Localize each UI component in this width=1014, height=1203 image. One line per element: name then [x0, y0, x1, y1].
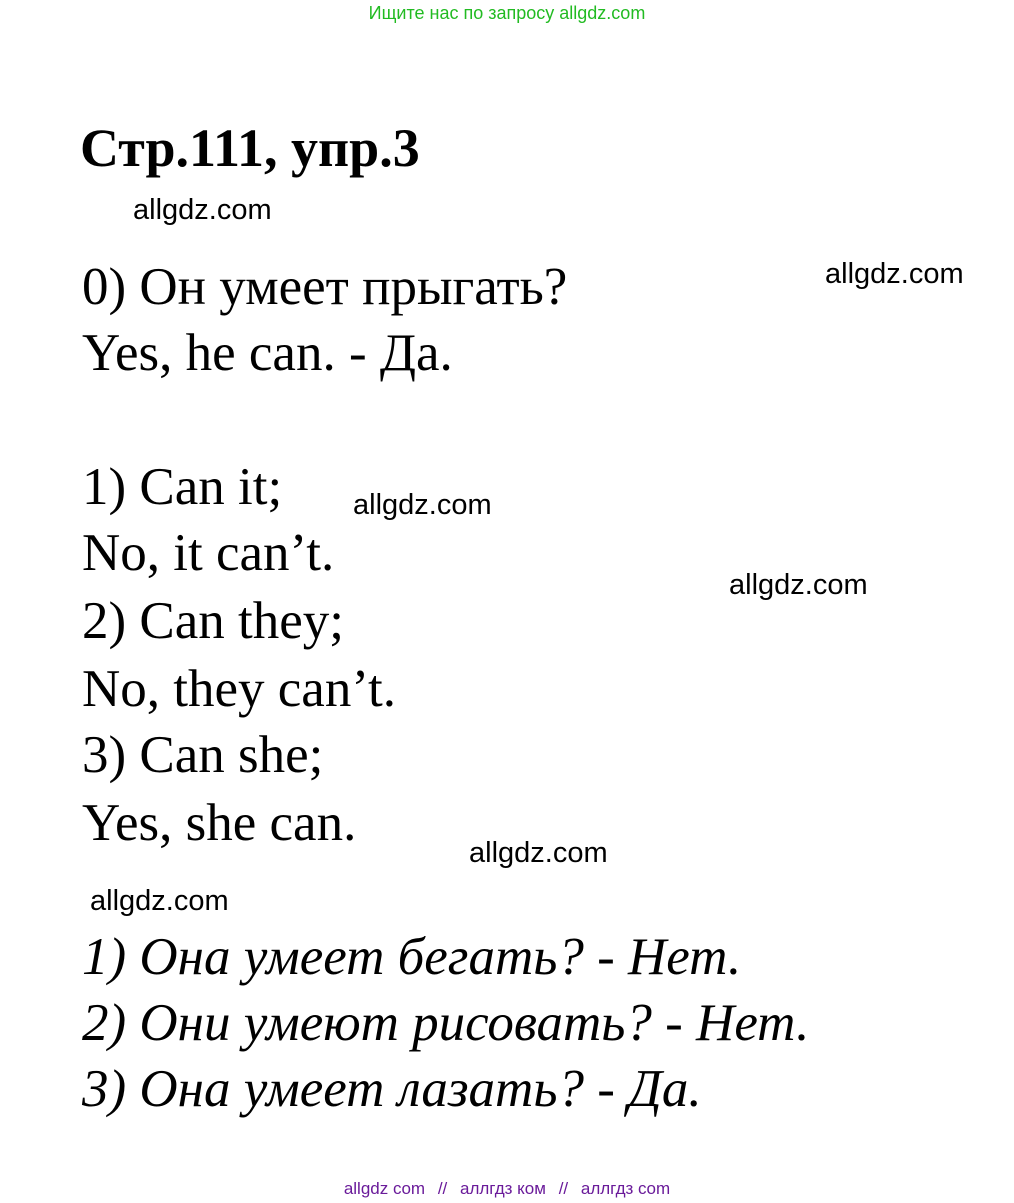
example-answer: Yes, he can. - Да. — [82, 324, 453, 382]
item-1-question: 1) Can it; — [82, 458, 283, 516]
item-3-answer: Yes, she can. — [82, 794, 357, 852]
page-title: Стр.111, упр.3 — [80, 118, 420, 178]
footer-separator: // — [558, 1179, 569, 1198]
watermark: allgdz.com — [729, 569, 868, 601]
translation-2: 2) Они умеют рисовать? - Нет. — [82, 994, 810, 1052]
footer-link-allgdz-mixed[interactable]: аллгдз com — [580, 1179, 671, 1198]
watermark: allgdz.com — [825, 258, 964, 290]
translation-1: 1) Она умеет бегать? - Нет. — [82, 928, 742, 986]
item-2-answer: No, they can’t. — [82, 660, 396, 718]
footer-separator: // — [437, 1179, 448, 1198]
item-1-answer: No, it can’t. — [82, 524, 335, 582]
footer-links — [0, 1179, 1014, 1199]
watermark: allgdz.com — [133, 194, 272, 226]
example-question: 0) Он умеет прыгать? — [82, 258, 568, 316]
search-hint-link[interactable]: Ищите нас по запросу allgdz.com — [368, 3, 646, 23]
translation-3: 3) Она умеет лазать? - Да. — [82, 1060, 702, 1118]
watermark: allgdz.com — [90, 885, 229, 917]
footer-link-allgdz-cyrillic[interactable]: аллгдз ком — [460, 1179, 546, 1198]
watermark: allgdz.com — [353, 489, 492, 521]
footer-link-allgdz[interactable]: allgdz com — [343, 1179, 426, 1198]
watermark: allgdz.com — [469, 837, 608, 869]
item-3-question: 3) Can she; — [82, 726, 324, 784]
item-2-question: 2) Can they; — [82, 592, 344, 650]
